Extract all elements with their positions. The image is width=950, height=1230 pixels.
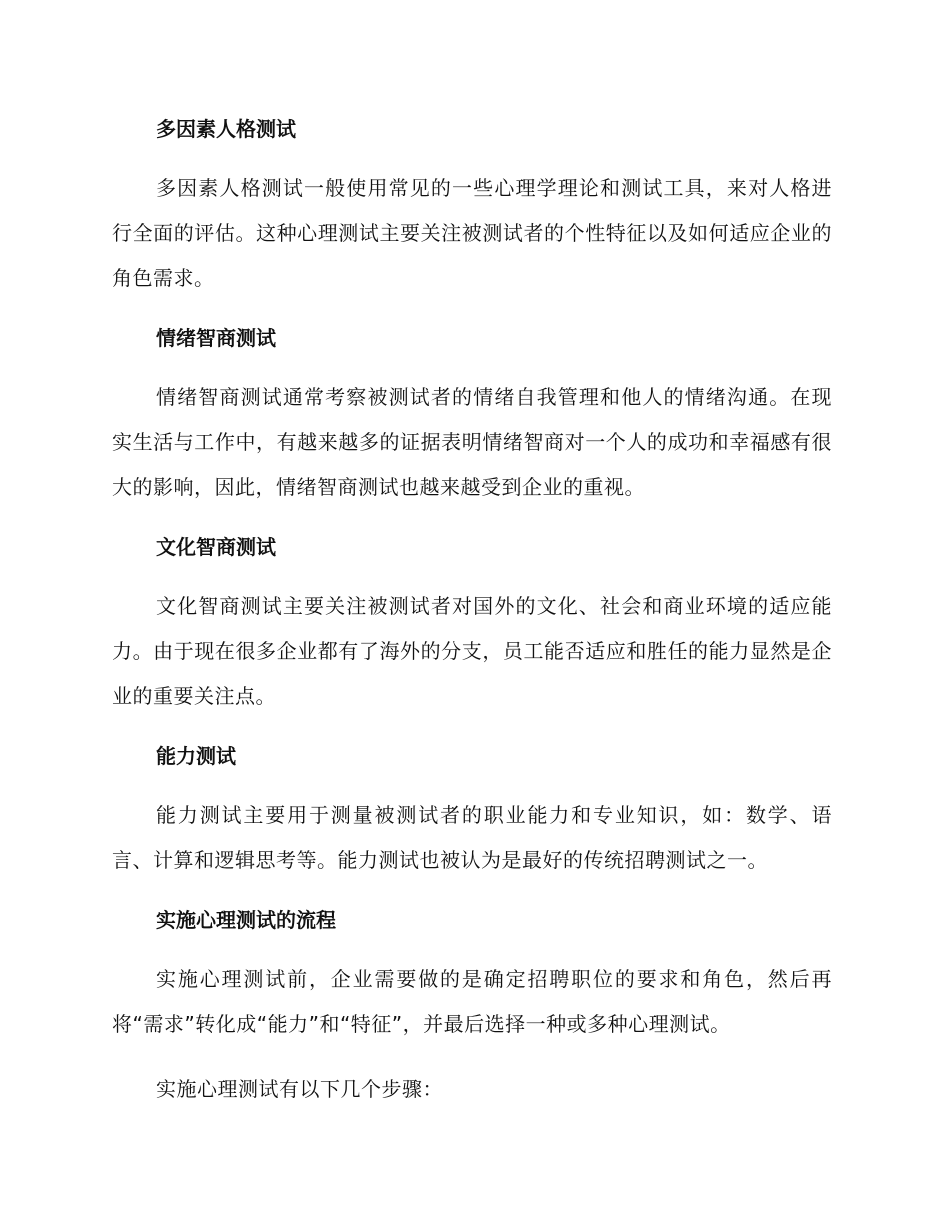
section-heading-process: 实施心理测试的流程 [156,908,336,932]
section-paragraph-process-intro: 实施心理测试前，企业需要做的是确定招聘职位的要求和角色，然后再将“需求”转化成“能力”和“特征”，并最后选择一种或多种心理测试。 [112,967,832,1036]
section-paragraph-emotional: 情绪智商测试通常考察被测试者的情绪自我管理和他人的情绪沟通。在现实生活与工作中，有越来越多的证据表明情绪智商对一个人的成功和幸福感有很大的影响，因此，情绪智商测试也越来越受到企业的重视。 [112,385,832,499]
section-paragraph-cultural: 文化智商测试主要关注被测试者对国外的文化、社会和商业环境的适应能力。由于现在很多企业都有了海外的分支，员工能否适应和胜任的能力显然是企业的重要关注点。 [112,594,832,708]
section-paragraph-process-steps: 实施心理测试有以下几个步骤： [156,1077,443,1101]
section-heading-emotional: 情绪智商测试 [156,326,276,350]
section-paragraph-ability: 能力测试主要用于测量被测试者的职业能力和专业知识，如：数学、语言、计算和逻辑思考等。能力测试也被认为是最好的传统招聘测试之一。 [112,803,832,872]
section-paragraph-personality: 多因素人格测试一般使用常见的一些心理学理论和测试工具，来对人格进行全面的评估。这种心理测试主要关注被测试者的个性特征以及如何适应企业的角色需求。 [112,176,832,290]
document-body [112,112,832,1112]
section-heading-cultural: 文化智商测试 [156,535,276,559]
section-heading-ability: 能力测试 [156,744,236,768]
section-heading-personality: 多因素人格测试 [156,117,296,141]
